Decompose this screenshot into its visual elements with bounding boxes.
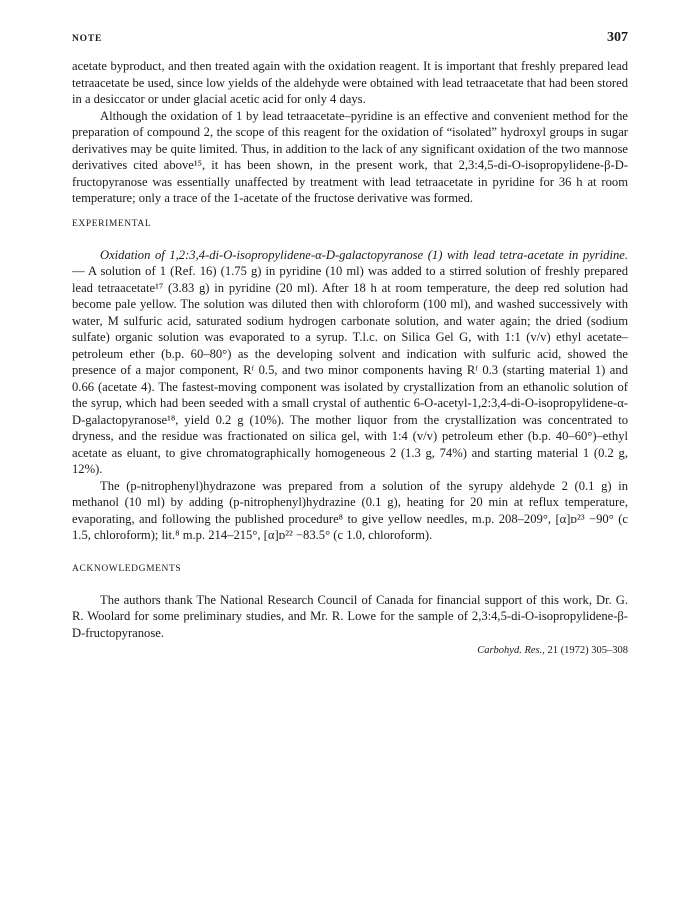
experimental-paragraph-oxidation — [72, 247, 628, 478]
journal-footer — [72, 645, 628, 656]
journal-volume: 21 (1972) 305–308 — [547, 645, 628, 656]
experimental-lead-title: Oxidation of 1,2:3,4-di-O-isopropylidene-α-D-galactopyranose (1) with lead tetra-acetate in pyridine. — [100, 247, 628, 262]
experimental-body: — A solution of 1 (Ref. 16) (1.75 g) in pyridine (10 ml) was added to a stirred solution of freshly prepared lead tetraacetate¹⁷ (3.83 g) in pyridine (20 ml). After 18 h at room temperature, the deep red solution had become pale yellow. The solution was diluted then with chloroform (100 ml), and washed successively with water, M sulfuric acid, saturated sodium hydrogen carbonate solution, and water again; the dried (sodium sulfate) organic solution was evaporated to a syrup. T.l.c. on Silica Gel G, with 1:1 (v/v) ethyl acetate–petroleum ether (b.p. 60–80°) as the developing solvent and indication with sulfuric acid, showed the presence of a major component, Rᶠ 0.5, and two minor components having Rᶠ 0.3 (starting material 1) and 0.66 (acetate 4). The fastest-moving component was isolated by crystallization from an ethanolic solution of the syrup, which had been seeded with a small crystal of authentic 6-O-acetyl-1,2:3,4-di-O-isopropylidene-α-D-galactopyranose¹⁸, yield 0.2 g (10%). The mother liquor from the crystallization was concentrated to dryness, and the residue was fractionated on silica gel, with 1:4 (v/v) petroleum ether (b.p. 40–60°)–ethyl acetate as eluant, to give chromatographically homogeneous 2 (1.3 g, 74%) and starting material 1 (0.2 g, 12%). — [72, 264, 628, 476]
page — [72, 30, 628, 656]
experimental-heading: EXPERIMENTAL — [72, 218, 152, 229]
experimental-paragraph-hydrazone: The (p-nitrophenyl)hydrazone was prepared from a solution of the syrupy aldehyde 2 (0.1 g) in methanol (10 ml) by adding (p-nitrophenyl)hydrazine (0.1 g), heating for 20 min at reflux temperature, evaporating, and following the published procedure⁸ to give yellow needles, m.p. 208–209°, [α]ᴅ²³ −90° (c 1.5, chloroform); lit.⁸ m.p. 214–215°, [α]ᴅ²² −83.5° (c 1.0, chloroform). — [72, 478, 628, 542]
paragraph-oxidation-scope: Although the oxidation of 1 by lead tetraacetate–pyridine is an effective and convenient method for the preparation of compound 2, the scope of this reagent for the oxidation of “isolated” hydroxyl groups in sugar derivatives may be quite limited. Thus, in addition to the lack of any significant oxidation of the two mannose derivatives cited above¹⁵, it has been shown, in the present work, that 2,3:4,5-di-O-isopropylidene-β-D-fructopyranose was essentially unaffected by treatment with lead tetraacetate in pyridine for 36 h at room temperature; only a trace of the 1-acetate of the fructose derivative was formed. — [72, 108, 628, 205]
note-label: NOTE — [72, 34, 103, 44]
journal-name: Carbohyd. Res., — [477, 645, 545, 656]
running-header — [72, 30, 628, 58]
acknowledgments-heading: ACKNOWLEDGMENTS — [72, 563, 182, 574]
paragraph-continuation: acetate byproduct, and then treated again with the oxidation reagent. It is important that freshly prepared lead tetraacetate be used, since low yields of the aldehyde were obtained with lead tetraacetate that had been stored in a desiccator or under glacial acetic acid for only 4 days. — [72, 59, 628, 106]
acknowledgments-paragraph: The authors thank The National Research Council of Canada for financial support of this work, Dr. G. R. Woolard for some preliminary studies, and Mr. R. Lowe for the sample of 2,3:4,5-di-O-isopropylidene-β-D-fructopyranose. — [72, 592, 628, 640]
page-number: 307 — [607, 30, 628, 45]
